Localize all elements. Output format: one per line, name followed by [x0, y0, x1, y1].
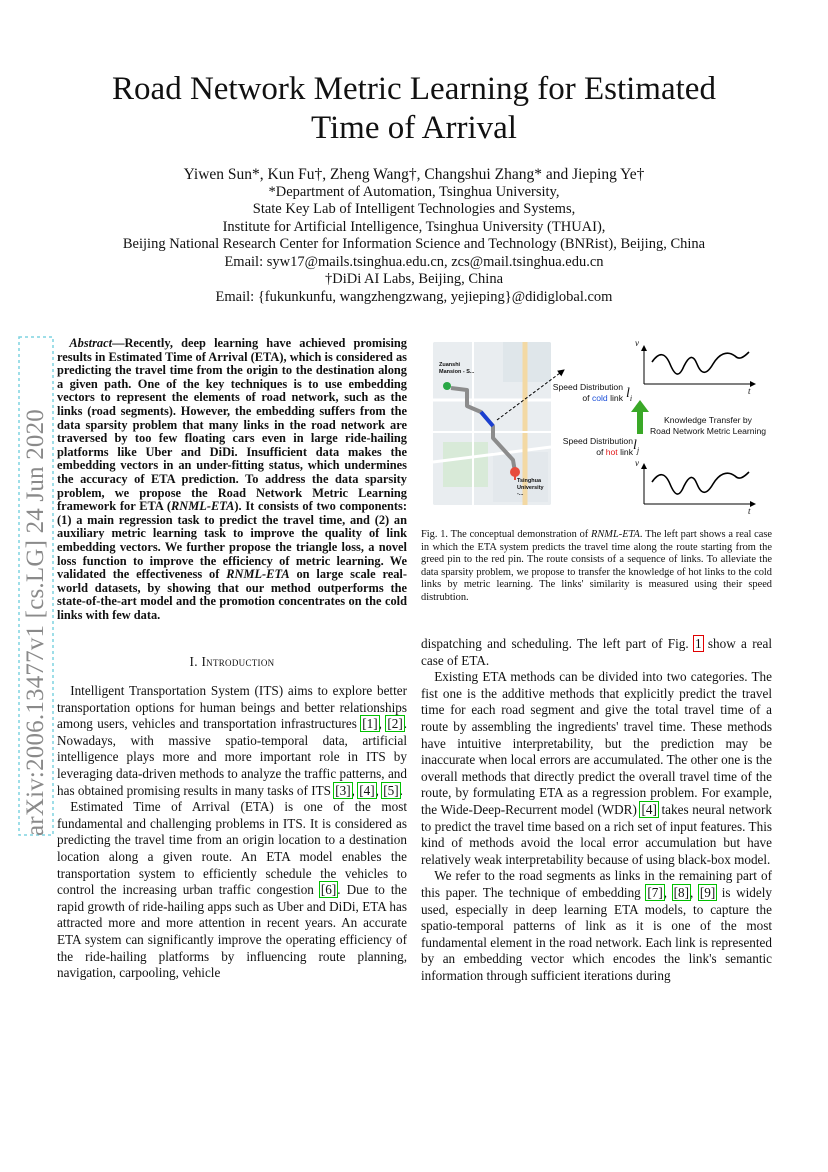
intro-paragraph: Estimated Time of Arrival (ETA) is one of the most fundamental and challenging problems in ITS. It is considered as predicting the travel time from an origin location to a destination location along a given route. An ETA model enables the transportation system to efficiently schedule the vehicles to control the increasing urban traffic congestion [6]. Due to the rapid growth of ride-hailing apps such as Uber and DiDi, ETA has attracted more and more attention in recent years. An accurate ETA system can significantly improve the operating efficiency of the ride-hailing platforms by influencing route planning, navigation, carpooling, vehicle: [57, 799, 407, 981]
cold-link-speed-curve: [652, 352, 749, 374]
citation-link[interactable]: [4]: [641, 801, 657, 817]
section-title: Introduction: [201, 654, 275, 669]
figure-1: [421, 332, 772, 518]
author-block: [60, 166, 768, 306]
affiliation-line: State Key Lab of Intelligent Technologies and Systems,: [252, 201, 576, 217]
section-number: I.: [189, 654, 198, 669]
email-line: Email: {fukunkunfu, wangzhengzwang, yejieping}@didiglobal.com: [215, 288, 613, 305]
affiliation-line: Beijing National Research Center for Information Science and Technology (BNRist), Beijing, China: [122, 236, 706, 252]
section-heading: [57, 654, 407, 670]
introduction-body: [57, 683, 407, 982]
email-line: Email: syw17@mails.tsinghua.edu.cn, zcs@mail.tsinghua.edu.cn: [224, 253, 604, 270]
bottom-axis-v-label: v: [635, 458, 639, 468]
hot-link-label: Speed Distribution of hot link: [562, 436, 633, 457]
citation-link[interactable]: [8]: [673, 884, 689, 900]
body-paragraph: Existing ETA methods can be divided into two categories. The fist one is the additive methods that explicitly predict the travel time for each road segment and give the total travel time of a route by assembling the ingredients' travel time. These methods have intuitive interpretability, but the prediction may be inaccurate when local errors are accumulated. The other one is the overall methods that directly predict the overall travel time of the route, by formulating ETA as a regression problem. For example, the Wide-Deep-Recurrent model (WDR) [4] takes neural network to predict the travel time based on a rich set of input features. This kind of methods avoid the local error accumulation but have relatively weak interpretability because of using black-box model.: [421, 669, 772, 867]
method-name: RNML-ETA: [171, 499, 235, 514]
affiliation-line: Institute for Artificial Intelligence, Tsinghua University (THUAI),: [222, 218, 606, 235]
top-axis-v-label: v: [635, 338, 639, 348]
top-axis-t-label: t: [748, 386, 751, 396]
arxiv-identifier: arXiv:2006.13477v1 [cs.LG] 24 Jun 2020: [22, 409, 49, 836]
citation-link[interactable]: [2]: [387, 716, 403, 732]
citation-link[interactable]: [7]: [647, 884, 663, 900]
affiliation-line: *Department of Automation, Tsinghua University,: [268, 183, 560, 200]
knowledge-transfer-arrow: [631, 400, 649, 434]
body-paragraph: We refer to the road segments as links in the remaining part of this paper. The technique of embedding [7], [8], [9] is widely used, especially in deep learning ETA models, to capture the spatio-temporal patterns of link as it is one of the most fundamental element in the road network. Each link is represented by an embedding vector which encodes the link's semantic information through sufficient iterations during: [421, 868, 773, 983]
link-label-lj: $l_j$: [633, 438, 640, 455]
citation-link[interactable]: [9]: [699, 884, 716, 900]
citation-link[interactable]: [3]: [335, 782, 351, 798]
citation-link[interactable]: [5]: [383, 782, 399, 798]
abstract-text: —Recently, deep learning have achieved promising results in Estimated Time of Arrival (ETA), which is considered as predicting the travel time from the origin to the destination along a given path. One of the key techniques is to use embedding vectors to represent the elements of road network, such as the links (road segments). However, the embedding suffers from the data sparsity problem that many links in the road network are traversed by too few floating cars even in large ride-hailing platforms like Uber and DiDi. Insufficient data makes the embedding vectors in an under-fitting status, which undermines the accuracy of ETA prediction. To address the data sparsity problem, we propose the Road Network Metric Learning framework for ETA (: [57, 336, 407, 514]
affiliation-line: †DiDi AI Labs, Beijing, China: [324, 271, 503, 287]
method-name: RNML-ETA: [226, 567, 290, 582]
citation-link[interactable]: [4]: [359, 782, 375, 798]
cold-link-label: Speed Distribution of cold link: [552, 382, 623, 403]
bottom-axis-t-label: t: [748, 506, 751, 516]
abstract-paragraph: [57, 337, 407, 622]
figure-reference-link[interactable]: 1: [695, 636, 702, 651]
citation-link[interactable]: [6]: [320, 882, 337, 898]
intro-paragraph: Intelligent Transportation System (ITS) aims to explore better transportation options for human beings and better relationships among users, vehicles and transportation infrastructures [1], [2]. Nowadays, with massive spatio-temporal data, artificial intelligence plays more and more important role in ITS by leveraging data-driven methods to analyze the traffic patterns, and has obtained promising results in many tasks of ITS [3], [4], [5].: [57, 683, 408, 798]
abstract: [57, 337, 407, 622]
abstract-text: on large scale real-world datasets, by showing that our method outperforms the state-of-the-art model and the promotion concentrates on the cold links with few data.: [57, 567, 407, 622]
link-label-li: $l_i$: [626, 386, 633, 403]
paper-title: Road Network Metric Learning for Estimated Time of Arrival: [112, 71, 716, 146]
right-column-body: [421, 636, 772, 984]
arxiv-stamp: [18, 336, 54, 836]
abstract-text: ). It consists of two components: (1) a main regression task to predict the travel time, and (2) an auxiliary metric learning task to improve the quality of link embedding vectors. We further propose the triangle loss, a novel loss function to improve the efficiency of metric learning. We validated the effectiveness of: [57, 499, 407, 582]
knowledge-transfer-label: Knowledge Transfer by Road Network Metric Learning: [649, 415, 767, 436]
figure-caption: Fig. 1. The conceptual demonstration of RNML-ETA. The left part shows a real case in which the ETA system predicts the travel time along the route starting from the greed pin to the red pin. The route consists of a sequence of links. To alleviate the data sparsity problem, we propose to transfer the knowledge of hot links to the cold links by metric learning. The links' similarity is measured using their speed distrubtion.: [421, 529, 772, 603]
citation-link[interactable]: [1]: [362, 716, 378, 732]
map-label: Tsinghua University -...: [517, 478, 544, 497]
body-paragraph: dispatching and scheduling. The left part of Fig. 1 show a real case of ETA.: [421, 636, 772, 668]
abstract-lead: Abstract: [69, 336, 113, 350]
hot-link-speed-curve: [652, 472, 749, 494]
author-names: Yiwen Sun*, Kun Fu†, Zheng Wang†, Changshui Zhang* and Jieping Ye†: [183, 166, 645, 183]
map-label: Zuanshi Mansion - S...: [439, 362, 475, 375]
